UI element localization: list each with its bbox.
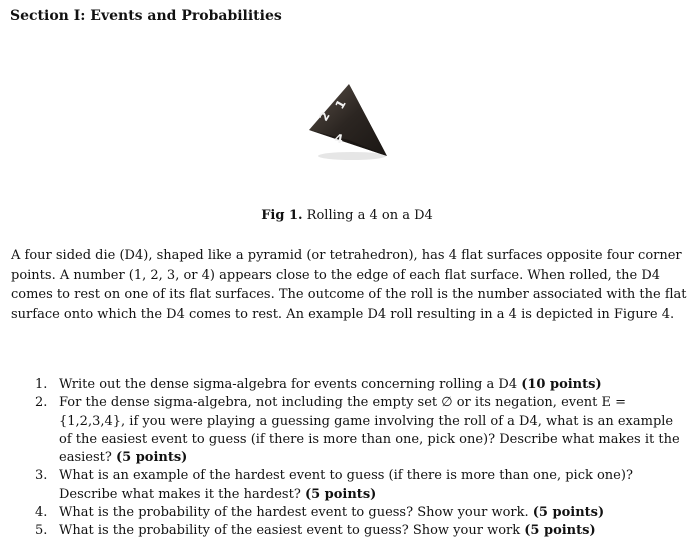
question-item-1 — [11, 376, 687, 394]
question-number: 5. — [35, 523, 48, 539]
question-text: What is an example of the hardest event to guess (if there is more than one, pick one)? Describe what makes it the hardest? — [59, 468, 633, 502]
question-item-2 — [11, 394, 687, 467]
question-points: (5 points) — [532, 505, 605, 521]
question-number: 4. — [35, 505, 48, 521]
d4-die-image — [304, 80, 392, 162]
question-points: (5 points) — [524, 523, 596, 539]
caption-text: Rolling a 4 on a D4 — [302, 208, 433, 223]
die-number-2: 2 — [316, 109, 333, 124]
question-text: For the dense sigma-algebra, not including the empty set ∅ or its negation, event E = {1,2,3,4}, if you were playing a guessing game involving the roll of a D4, what is an example of the easiest event to guess (if there is more than one, pick one)? Describe what makes it the easiest? — [59, 395, 680, 466]
figure-caption — [0, 208, 694, 223]
question-number: 3. — [35, 468, 48, 484]
die-number-4: 4 — [333, 131, 345, 147]
die-number-1: 1 — [332, 97, 349, 112]
d4-die-icon — [304, 80, 392, 162]
question-text: What is the probability of the easiest event to guess? Show your work — [59, 523, 525, 539]
question-text: What is the probability of the hardest event to guess? Show your work. — [59, 505, 533, 521]
caption-label: Fig 1. — [261, 208, 303, 223]
question-points: (5 points) — [115, 450, 188, 466]
question-text: Write out the dense sigma-algebra for events concerning rolling a D4 — [59, 377, 522, 392]
question-list — [11, 376, 687, 541]
question-points: (10 points) — [521, 377, 602, 392]
question-item-4 — [11, 504, 687, 522]
question-points: (5 points) — [304, 486, 377, 502]
intro-paragraph: A four sided die (D4), shaped like a pyramid (or tetrahedron), has 4 flat surfaces opposite four corner points. A number (1, 2, 3, or 4) appears close to the edge of each flat surface. When rolled, the D4 comes to rest on one of its flat surfaces. The outcome of the roll is the number associated with the flat surface onto which the D4 comes to rest. An example D4 roll resulting in a 4 is depicted in Figure 4. — [11, 248, 687, 322]
question-item-3 — [11, 467, 687, 504]
section-title: Section I: Events and Probabilities — [10, 8, 282, 24]
question-item-5 — [11, 522, 687, 540]
question-number: 2. — [35, 395, 48, 411]
question-number: 1. — [35, 377, 48, 392]
